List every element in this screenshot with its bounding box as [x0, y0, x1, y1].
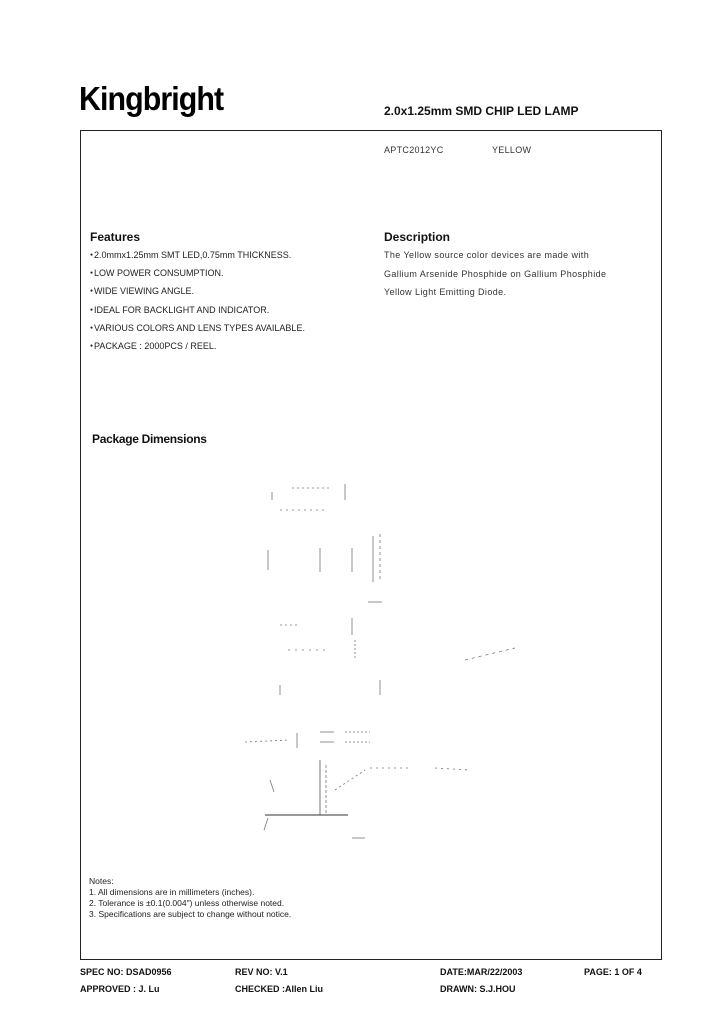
feature-item: ● PACKAGE : 2000PCS / REEL. [90, 337, 305, 355]
approved-by: APPROVED : J. Lu [80, 984, 160, 994]
feature-item: ● LOW POWER CONSUMPTION. [90, 264, 305, 282]
part-color: YELLOW [492, 145, 532, 155]
description-line: Gallium Arsenide Phosphide on Gallium Phosphide [384, 268, 607, 279]
kingbright-logo: Kingbright [79, 80, 224, 117]
feature-item: ● IDEAL FOR BACKLIGHT AND INDICATOR. [90, 301, 305, 319]
feature-item: ● 2.0mmx1.25mm SMT LED,0.75mm THICKNESS. [90, 246, 305, 264]
feature-item: ● VARIOUS COLORS AND LENS TYPES AVAILABLE. [90, 319, 305, 337]
document-title: 2.0x1.25mm SMD CHIP LED LAMP [384, 104, 579, 118]
notes-section [89, 876, 291, 920]
spec-number: SPEC NO: DSAD0956 [80, 967, 172, 977]
description-line: The Yellow source color devices are made with [384, 250, 590, 260]
document-date: DATE:MAR/22/2003 [440, 967, 523, 977]
note-item: 1. All dimensions are in millimeters (inches). [89, 887, 255, 897]
feature-item: ● WIDE VIEWING ANGLE. [90, 282, 305, 300]
package-dimensions-drawing [240, 470, 540, 850]
note-item: 2. Tolerance is ±0.1(0.004") unless otherwise noted. [89, 898, 285, 908]
drawn-by: DRAWN: S.J.HOU [440, 984, 516, 994]
description-heading: Description [384, 230, 451, 244]
description-line: Yellow Light Emitting Diode. [384, 287, 507, 297]
checked-by: CHECKED :Allen Liu [235, 984, 324, 994]
description-text [384, 246, 606, 302]
features-list [90, 246, 305, 355]
revision-number: REV NO: V.1 [235, 967, 288, 977]
features-heading: Features [90, 230, 141, 244]
notes-heading: Notes: [89, 876, 114, 886]
page-number: PAGE: 1 OF 4 [584, 967, 642, 977]
part-number: APTC2012YC [384, 145, 444, 155]
package-dimensions-heading: Package Dimensions [92, 432, 207, 446]
note-item: 3. Specifications are subject to change without notice. [89, 909, 292, 919]
